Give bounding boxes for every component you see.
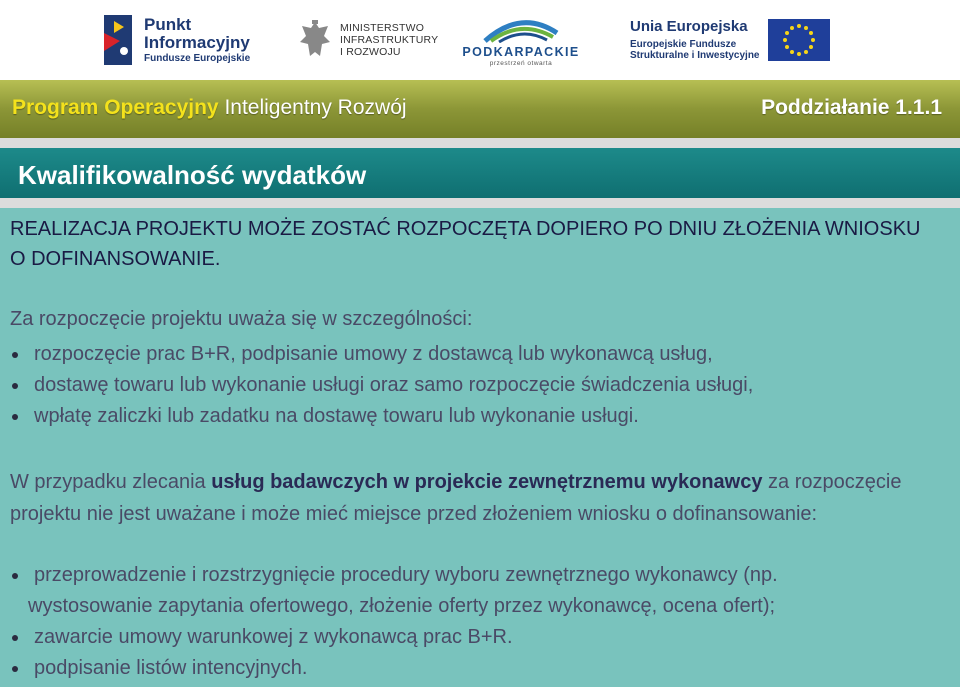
podkarpackie-name: PODKARPACKIE: [462, 45, 580, 59]
list-item-text: podpisanie listów intencyjnych.: [34, 657, 308, 679]
exceptions-list: [10, 560, 778, 684]
list-item-text: przeprowadzenie i rozstrzygnięcie procedury wyboru zewnętrznego wykonawcy (np.: [34, 564, 778, 586]
bullet-icon: [12, 383, 18, 389]
start-criteria-list: [10, 339, 753, 432]
bullet-icon: [12, 573, 18, 579]
eu-flag-icon: [768, 19, 830, 61]
bullet-icon: [12, 414, 18, 420]
warning-text: REALIZACJA PROJEKTU MOŻE ZOSTAĆ ROZPOCZĘTA DOPIERO PO DNIU ZŁOŻENIA WNIOSKU O DOFINANSOWANIE.: [10, 218, 921, 270]
paragraph-before: W przypadku zlecania: [10, 471, 212, 493]
list-item: [10, 653, 778, 684]
slide-content: [0, 208, 960, 687]
list-item-text: rozpoczęcie prac B+R, podpisanie umowy z dostawcą lub wykonawcą usług,: [34, 343, 713, 365]
list-item-text: zawarcie umowy warunkowej z wykonawcą prac B+R.: [34, 626, 513, 648]
bullet-icon: [12, 352, 18, 358]
list-item: [10, 401, 753, 432]
informacyjny-text: Informacyjny: [144, 33, 250, 52]
ue-line2: Europejskie Fundusze: [630, 38, 737, 50]
research-services-paragraph: [10, 466, 950, 530]
bullet-icon: [12, 666, 18, 672]
list-item-text: dostawę towaru lub wykonanie usługi oraz samo rozpoczęcie świadczenia usługi,: [34, 374, 754, 396]
ue-line3: Strukturalne i Inwestycyjne: [630, 49, 760, 61]
punkt-informacyjny-logo: [100, 0, 250, 80]
program-name: [12, 96, 407, 120]
ministerstwo-line2: INFRASTRUKTURY: [340, 33, 439, 46]
bullet-icon: [12, 635, 18, 641]
ministerstwo-line3: I ROZWOJU: [340, 46, 401, 59]
punkt-text: Punkt: [144, 15, 192, 34]
list-item: [10, 560, 778, 591]
podkarpackie-logo: [462, 0, 580, 80]
ue-line1: Unia Europejska: [630, 18, 748, 36]
fundusze-europejskie-icon: [100, 11, 136, 69]
list-item: [10, 622, 778, 653]
subaction-label: Poddziałanie 1.1.1: [761, 96, 942, 119]
paragraph-bold: usług badawczych w projekcie zewnętrznemu wykonawcy: [211, 471, 763, 493]
list-item: [10, 339, 753, 370]
paragraph-after: za rozpoczęcie projektu nie jest uważane i może mieć miejsce przed złożeniem wniosku o dofinansowanie:: [10, 471, 902, 525]
fundusze-text: Fundusze Europejskie: [144, 53, 251, 64]
logo-strip: [0, 0, 960, 80]
unia-europejska-logo: [630, 0, 830, 80]
list-item-continuation: [10, 591, 778, 622]
slide-title: Kwalifikowalność wydatków: [18, 160, 367, 190]
list-item: [10, 370, 753, 401]
program-name-part1: Program Operacyjny: [12, 96, 219, 119]
list-item-text: wystosowanie zapytania ofertowego, złożenie oferty przez wykonawcę, ocena ofert);: [28, 595, 776, 617]
ministerstwo-logo: [298, 0, 438, 80]
podkarpackie-sub: przestrzeń otwarta: [489, 60, 553, 67]
intro-text: Za rozpoczęcie projektu uważa się w szczególności:: [10, 308, 473, 330]
program-name-part2: Inteligentny Rozwój: [224, 96, 407, 119]
eagle-emblem-icon: [298, 18, 332, 62]
podkarpackie-arcs-icon: [481, 13, 561, 43]
ministerstwo-line1: MINISTERSTWO: [340, 21, 425, 34]
list-item-text: wpłatę zaliczki lub zadatku na dostawę towaru lub wykonanie usługi.: [34, 405, 639, 427]
